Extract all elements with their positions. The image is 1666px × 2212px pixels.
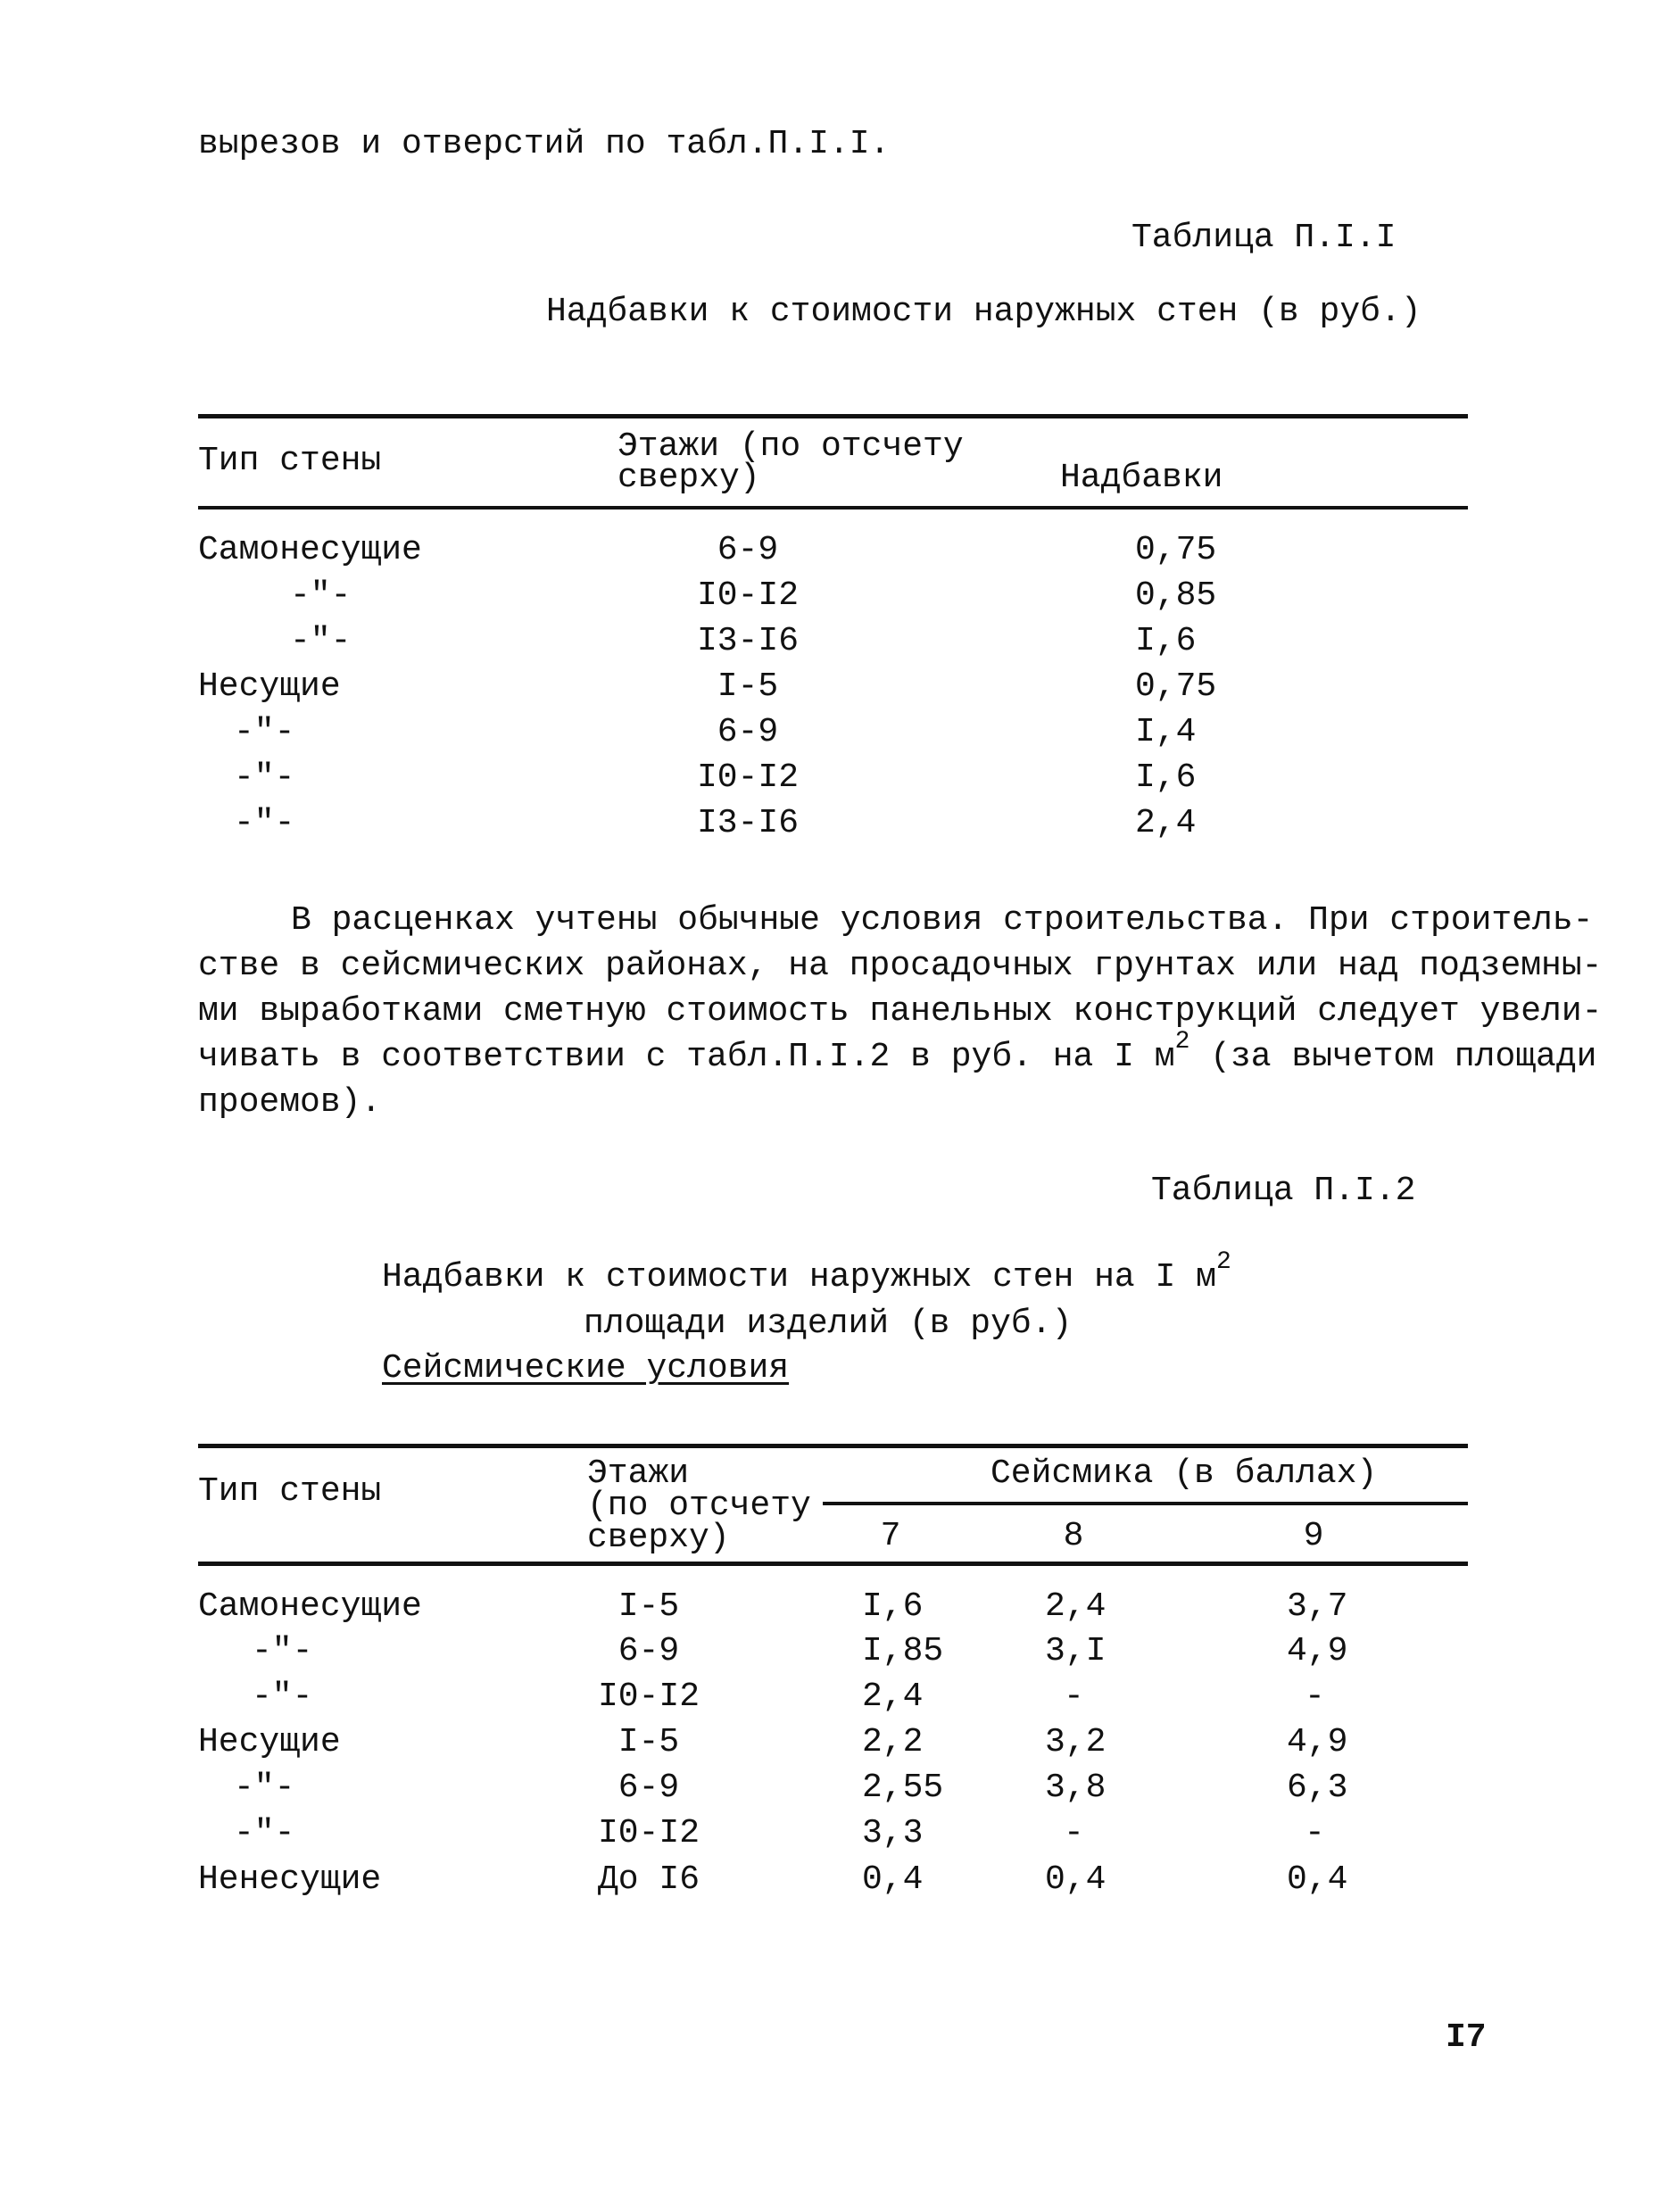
superscript-square: 2 bbox=[1215, 1248, 1231, 1277]
table1-header-floors-line1: Этажи (по отсчету bbox=[617, 427, 964, 466]
table2-header-wall-type: Тип стены bbox=[198, 1472, 382, 1511]
table1-cell-wall: Несущие bbox=[198, 667, 341, 706]
table2-cell-v7: I,85 bbox=[862, 1632, 944, 1670]
table2-cell-v7: 0,4 bbox=[862, 1860, 924, 1899]
superscript-square: 2 bbox=[1174, 1028, 1190, 1056]
table1-header-rule bbox=[198, 506, 1468, 510]
table1-cell-value: 0,85 bbox=[1135, 576, 1217, 615]
table1-header-wall-type: Тип стены bbox=[198, 442, 382, 480]
paragraph-line: стве в сейсмических районах, на просадочных грунтах или над подземны- bbox=[198, 947, 1603, 985]
table1-cell-value: 2,4 bbox=[1135, 804, 1197, 842]
table2-title-line2: площади изделий (в руб.) bbox=[584, 1305, 1073, 1343]
table2-cell-v9: 3,7 bbox=[1287, 1587, 1348, 1626]
table2-cell-v8: - bbox=[1064, 1814, 1084, 1852]
table1-cell-floors: I3-I6 bbox=[696, 804, 800, 842]
table2-cell-v9: - bbox=[1305, 1814, 1325, 1852]
table2-cell-floors: I0-I2 bbox=[597, 1678, 700, 1716]
table2-cell-v7: I,6 bbox=[862, 1587, 924, 1626]
table2-cell-floors: I-5 bbox=[617, 1723, 680, 1761]
table1-label: Таблица П.I.I bbox=[1131, 219, 1397, 257]
paragraph-line: ми выработками сметную стоимость панельных конструкций следует увели- bbox=[198, 992, 1603, 1031]
table1-cell-floors: I3-I6 bbox=[696, 622, 800, 660]
table1-cell-floors: I-5 bbox=[717, 667, 779, 706]
table1-cell-value: I,6 bbox=[1135, 758, 1197, 797]
table2-cell-floors: I0-I2 bbox=[597, 1814, 700, 1852]
table1-cell-wall: -"- bbox=[234, 758, 295, 797]
table2-cell-v8: 2,4 bbox=[1045, 1587, 1107, 1626]
table2-subtitle: Сейсмические условия bbox=[382, 1349, 790, 1388]
table2-cell-v9: 6,3 bbox=[1287, 1769, 1348, 1807]
table1-cell-floors: I0-I2 bbox=[696, 758, 800, 797]
table2-header-rule bbox=[198, 1562, 1468, 1566]
table2-title-text: Надбавки к стоимости наружных стен на I м bbox=[382, 1258, 1216, 1297]
table2-cell-wall: -"- bbox=[234, 1769, 295, 1807]
table1-cell-value: 0,75 bbox=[1135, 667, 1217, 706]
table2-cell-floors: 6-9 bbox=[617, 1769, 680, 1807]
table2-cell-v7: 2,55 bbox=[862, 1769, 944, 1807]
table2-cell-wall: -"- bbox=[252, 1632, 313, 1670]
table2-header-col7: 7 bbox=[880, 1517, 901, 1555]
table2-cell-v8: 3,I bbox=[1045, 1632, 1107, 1670]
table2-cell-v9: 4,9 bbox=[1287, 1723, 1348, 1761]
intro-line: вырезов и отверстий по табл.П.I.I. bbox=[198, 125, 891, 163]
table2-label: Таблица П.I.2 bbox=[1151, 1172, 1416, 1210]
table2-cell-v8: 3,8 bbox=[1045, 1769, 1107, 1807]
table1-cell-wall: -"- bbox=[290, 576, 352, 615]
table2-cell-v7: 2,4 bbox=[862, 1678, 924, 1716]
paragraph-line: проемов). bbox=[198, 1083, 382, 1122]
table1-cell-wall: -"- bbox=[290, 622, 352, 660]
table1-cell-wall: -"- bbox=[234, 804, 295, 842]
table1-cell-value: 0,75 bbox=[1135, 531, 1217, 569]
table2-cell-wall: Несущие bbox=[198, 1723, 341, 1761]
table1-cell-value: I,6 bbox=[1135, 622, 1197, 660]
table2-header-floors-line3: сверху) bbox=[587, 1519, 730, 1557]
table1-cell-wall: Самонесущие bbox=[198, 531, 422, 569]
paragraph-line bbox=[198, 1028, 1597, 1080]
table1-header-surcharge: Надбавки bbox=[1060, 459, 1223, 497]
table2-header-col8: 8 bbox=[1063, 1517, 1084, 1555]
table2-title-line1 bbox=[382, 1248, 1231, 1297]
table2-header-col9: 9 bbox=[1303, 1517, 1324, 1555]
table1-cell-floors: 6-9 bbox=[717, 713, 779, 751]
table2-top-rule bbox=[198, 1444, 1468, 1448]
table2-cell-floors: 6-9 bbox=[617, 1632, 680, 1670]
table2-seismic-rule bbox=[823, 1502, 1468, 1505]
table1-cell-value: I,4 bbox=[1135, 713, 1197, 751]
table2-cell-v7: 2,2 bbox=[862, 1723, 924, 1761]
table2-header-floors-line1: Этажи bbox=[587, 1454, 690, 1493]
table2-cell-v7: 3,3 bbox=[862, 1814, 924, 1852]
paragraph-line-head: чивать в соответствии с табл.П.I.2 в руб. на I м bbox=[198, 1038, 1175, 1076]
table2-cell-wall: Ненесущие bbox=[198, 1860, 382, 1899]
table2-cell-v8: 3,2 bbox=[1045, 1723, 1107, 1761]
table2-header-floors-line2: (по отсчету bbox=[587, 1487, 811, 1525]
table2-cell-v8: 0,4 bbox=[1045, 1860, 1107, 1899]
table1-top-rule bbox=[198, 414, 1468, 418]
paragraph-line-tail: (за вычетом площади bbox=[1189, 1038, 1597, 1076]
table2-cell-v9: 4,9 bbox=[1287, 1632, 1348, 1670]
table2-header-seismic: Сейсмика (в баллах) bbox=[990, 1454, 1378, 1493]
table2-cell-floors: I-5 bbox=[617, 1587, 680, 1626]
table1-cell-floors: 6-9 bbox=[717, 531, 779, 569]
table2-cell-v9: - bbox=[1305, 1678, 1325, 1716]
table1-title: Надбавки к стоимости наружных стен (в руб.) bbox=[546, 293, 1421, 331]
table1-header-floors-line2: сверху) bbox=[617, 459, 760, 497]
table2-cell-v9: 0,4 bbox=[1287, 1860, 1348, 1899]
paragraph-line: В расценках учтены обычные условия строительства. При строитель- bbox=[291, 901, 1594, 940]
page-number: I7 bbox=[1446, 2018, 1487, 2057]
table2-cell-wall: Самонесущие bbox=[198, 1587, 422, 1626]
table2-cell-v8: - bbox=[1064, 1678, 1084, 1716]
table1-cell-floors: I0-I2 bbox=[696, 576, 800, 615]
table2-cell-wall: -"- bbox=[234, 1814, 295, 1852]
table2-cell-wall: -"- bbox=[252, 1678, 313, 1716]
body-paragraph bbox=[198, 898, 1603, 1125]
table1-cell-wall: -"- bbox=[234, 713, 295, 751]
table2-cell-floors: До I6 bbox=[597, 1860, 700, 1899]
